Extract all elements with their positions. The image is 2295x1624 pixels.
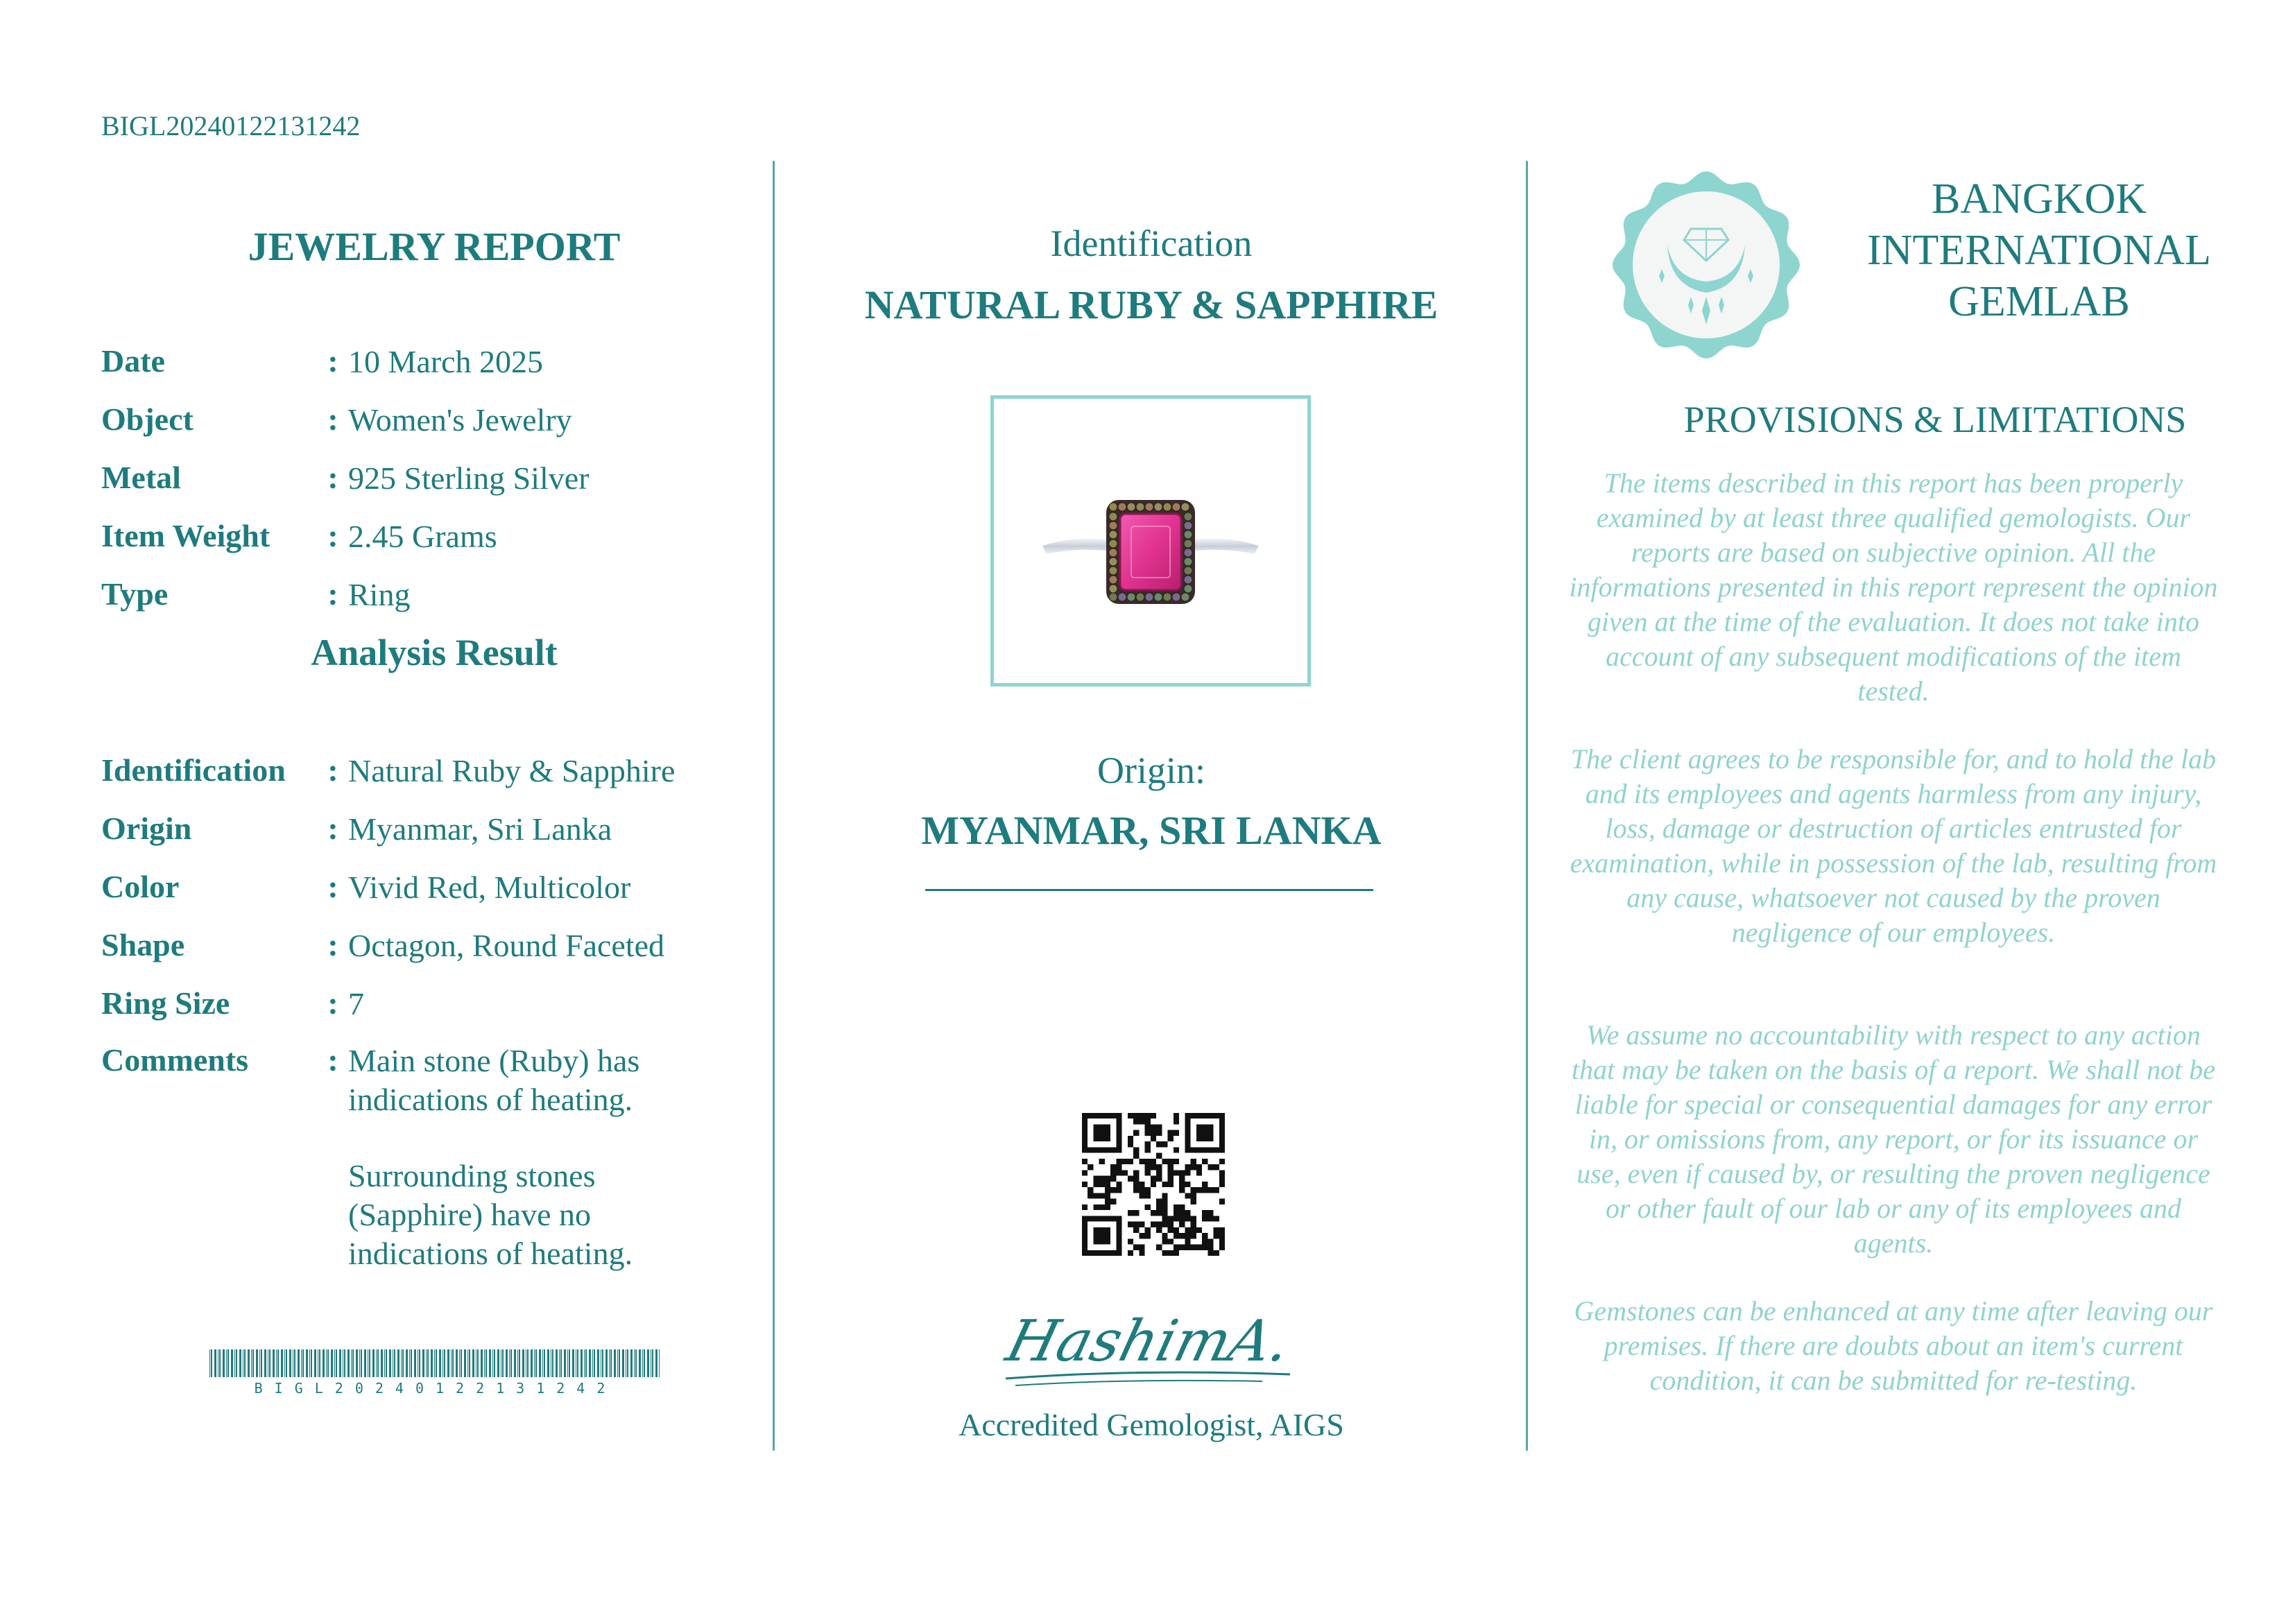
ring-photo-frame	[990, 395, 1311, 686]
identification-label: Identification	[1050, 223, 1253, 264]
info-label: Item Weight	[101, 518, 270, 553]
gemologist-signature	[999, 1297, 1304, 1401]
lab-name-line: INTERNATIONAL	[1867, 227, 2211, 274]
info-label: Object	[101, 401, 194, 437]
info-row-date	[101, 343, 737, 381]
separator: :	[327, 460, 338, 495]
lab-seal-logo	[1609, 168, 1803, 362]
analysis-row-comments	[101, 1042, 681, 1273]
origin-value: MYANMAR, SRI LANKA	[921, 808, 1382, 853]
analysis-label: Shape	[101, 927, 185, 962]
analysis-row-identification	[101, 752, 737, 791]
info-value: 10 March 2025	[348, 344, 544, 379]
analysis-value: Vivid Red, Multicolor	[348, 870, 631, 905]
provisions-paragraph: The client agrees to be responsible for, and to hold the lab and its employees and agents harmless from any injury, loss, damage or destruction of articles entrusted for examination, while in possession of the lab, resulting from any cause, whatsoever not caused by the proven negligence of our employees.	[1570, 743, 2217, 948]
separator: :	[327, 752, 338, 788]
barcode-text: BIGL20240122131242	[254, 1380, 617, 1397]
analysis-row-color	[101, 868, 737, 907]
analysis-label: Identification	[101, 752, 286, 788]
identification-value: NATURAL RUBY & SAPPHIRE	[864, 282, 1438, 327]
analysis-row-shape	[101, 926, 737, 965]
analysis-result-heading: Analysis Result	[311, 632, 558, 673]
provisions-paragraph: Gemstones can be enhanced at any time after leaving our premises. If there are doubts about an item's current condition, it can be submitted for re-testing.	[1574, 1295, 2213, 1396]
analysis-value: Myanmar, Sri Lanka	[348, 811, 612, 847]
info-label: Metal	[101, 460, 181, 495]
comment-heating-ruby: Main stone (Ruby) has indications of heating.	[348, 1043, 640, 1117]
separator: :	[327, 1042, 338, 1078]
info-value: 925 Sterling Silver	[348, 460, 590, 496]
info-value: 2.45 Grams	[348, 519, 497, 554]
analysis-value: 7	[348, 986, 364, 1021]
analysis-value: Natural Ruby & Sapphire	[348, 753, 676, 788]
comment-heating-sapphire: Surrounding stones (Sapphire) have no indications of heating.	[348, 1158, 633, 1271]
comments-text	[348, 1042, 681, 1273]
info-value: Ring	[348, 577, 411, 612]
separator: :	[327, 343, 338, 379]
report-title: JEWELRY REPORT	[248, 224, 621, 269]
analysis-row-ring-size	[101, 985, 737, 1023]
info-row-metal	[101, 459, 737, 498]
provisions-title: PROVISIONS & LIMITATIONS	[1683, 399, 2187, 440]
separator: :	[327, 811, 338, 846]
analysis-label: Comments	[101, 1042, 249, 1078]
separator: :	[327, 927, 338, 962]
qr-code[interactable]	[1082, 1113, 1225, 1256]
provisions-paragraph: We assume no accountability with respect to any action that may be taken on the basis of a report. We shall not be liable for special or consequential damages for any error in, or omissions from, any report, or for its issuance or use, even if caused by, or resulting the proven negligence or other fault of our lab or any of its employees and agents.	[1571, 1019, 2216, 1259]
info-label: Date	[101, 343, 165, 379]
analysis-value: Octagon, Round Faceted	[348, 928, 665, 963]
origin-label: Origin:	[1097, 750, 1205, 791]
separator: :	[327, 401, 338, 437]
barcode-image	[209, 1349, 662, 1377]
analysis-label: Color	[101, 869, 180, 904]
lab-name-line: GEMLAB	[1948, 278, 2130, 325]
info-row-item-weight	[101, 517, 737, 556]
signature-text: HashimA.	[1000, 1308, 1298, 1374]
column-divider-right	[1526, 161, 1528, 1451]
separator: :	[327, 985, 338, 1021]
info-row-type	[101, 576, 737, 614]
separator: :	[327, 518, 338, 553]
origin-underline	[925, 889, 1373, 891]
report-number: BIGL20240122131242	[101, 110, 361, 141]
analysis-row-origin	[101, 810, 737, 849]
lab-name-line: BANGKOK	[1932, 175, 2147, 223]
lab-name	[1845, 173, 2233, 327]
separator: :	[327, 869, 338, 904]
separator: :	[327, 576, 338, 612]
info-row-object	[101, 401, 737, 440]
column-divider-left	[773, 161, 775, 1451]
analysis-label: Origin	[101, 811, 192, 846]
info-value: Women's Jewelry	[348, 402, 572, 438]
gemologist-title: Accredited Gemologist, AIGS	[959, 1407, 1344, 1442]
analysis-label: Ring Size	[101, 985, 230, 1021]
provisions-paragraph: The items described in this report has been properly examined by at least three qualified gemologists. Our reports are based on subjective opinion. All the informations presented in this report represent the opinion given at the time of the evaluation. It does not take into account of any subsequent modifications of the item tested.	[1569, 467, 2218, 707]
ring-image	[994, 399, 1307, 683]
info-label: Type	[101, 576, 169, 612]
